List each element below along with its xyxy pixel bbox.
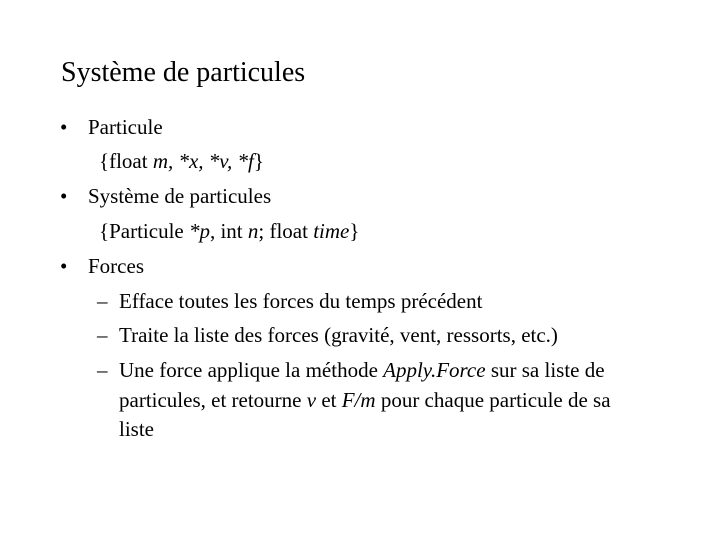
dash-marker: – bbox=[97, 358, 108, 382]
struct-text: {float bbox=[99, 149, 153, 173]
apply-var-v: v bbox=[306, 388, 317, 412]
apply-method: Apply.Force bbox=[383, 358, 486, 382]
struct-text: } bbox=[349, 219, 360, 243]
struct-text: } bbox=[253, 149, 264, 173]
apply-text: pour chaque particule de sa bbox=[375, 388, 611, 412]
struct-text: , int bbox=[209, 219, 248, 243]
forces-item-apply bbox=[119, 357, 605, 383]
struct-field: *p bbox=[188, 219, 210, 243]
forces-item-process: Traite la liste des forces (gravité, vent, ressorts, etc.) bbox=[119, 323, 558, 347]
bullet-systeme: Système de particules bbox=[88, 184, 272, 208]
bullet-particule: Particule bbox=[88, 115, 163, 139]
forces-item-clear: Efface toutes les forces du temps précédent bbox=[119, 289, 483, 313]
struct-field: n bbox=[247, 219, 259, 243]
forces-item-apply-cont bbox=[119, 387, 611, 413]
apply-text: particules, et retourne bbox=[119, 388, 307, 412]
slide-title: Système de particules bbox=[61, 57, 306, 88]
apply-var-fm: F/m bbox=[341, 388, 376, 412]
struct-text: {Particule bbox=[99, 219, 189, 243]
particule-struct bbox=[99, 148, 264, 174]
struct-field: time bbox=[313, 219, 350, 243]
apply-text: sur sa liste de bbox=[485, 358, 605, 382]
bullet-marker: • bbox=[60, 115, 68, 139]
dash-marker: – bbox=[97, 323, 108, 347]
systeme-struct bbox=[99, 218, 359, 244]
bullet-marker: • bbox=[60, 254, 68, 278]
struct-text: ; float bbox=[258, 219, 314, 243]
struct-fields: m, *x, *v, *f bbox=[152, 149, 254, 173]
bullet-marker: • bbox=[60, 184, 68, 208]
forces-item-apply-end: liste bbox=[119, 417, 154, 441]
bullet-forces: Forces bbox=[88, 254, 144, 278]
apply-text: et bbox=[316, 388, 342, 412]
apply-text: Une force applique la méthode bbox=[119, 358, 384, 382]
dash-marker: – bbox=[97, 289, 108, 313]
